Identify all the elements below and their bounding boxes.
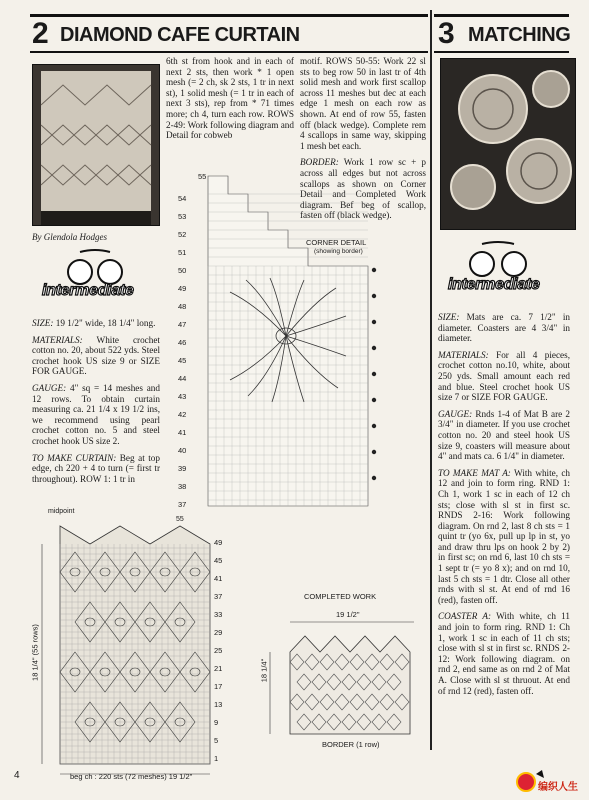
left-section-number: 2 bbox=[32, 17, 49, 50]
doily-photo-graphic bbox=[441, 59, 575, 229]
row-number: 44 bbox=[178, 374, 187, 383]
right-section-number: 3 bbox=[438, 17, 455, 50]
completed-work-height: 18 1/4" bbox=[259, 658, 269, 683]
row-number: 17 bbox=[214, 682, 223, 691]
row-number: 9 bbox=[214, 718, 219, 727]
doily-photo bbox=[440, 58, 576, 230]
level-badge-left bbox=[40, 246, 150, 306]
row-number: 1 bbox=[214, 754, 219, 763]
row-number: 5 bbox=[214, 736, 219, 745]
right-header-bar bbox=[434, 14, 569, 53]
row-number: 21 bbox=[214, 664, 223, 673]
col4-coaster-a: COASTER A: With white, ch 11 and join to form ring. RND 1: Ch 1, work 1 sc in each of 11 ch sts; close with sl st in first sc. RNDS 2-12: Work following diagram. on rnd 2, end same as on rnd 2 of Mat A. Close with sl st thruout. At end of rnd 12 (red), fasten off. bbox=[438, 611, 571, 696]
row-number: 37 bbox=[214, 592, 223, 601]
completed-work-title: COMPLETED WORK bbox=[304, 592, 377, 601]
byline: By Glendola Hodges bbox=[32, 232, 107, 242]
row-number: 29 bbox=[214, 628, 223, 637]
col4-materials: MATERIALS: For all 4 pieces, crochet cotton no.10, white, about 250 yds. Small amount each red and blue. Steel crochet hook US size 7 or SIZE FOR GAUGE. bbox=[438, 349, 570, 403]
level-badge-right-text: intermediate bbox=[448, 276, 540, 293]
row-number: 40 bbox=[178, 446, 187, 455]
col4-text bbox=[438, 312, 570, 702]
page-number: 4 bbox=[14, 770, 20, 781]
col1-gauge: GAUGE: 4" sq = 14 meshes and 12 rows. To obtain curtain measuring ca. 21 1/4 x 19 1/2 ins, we recommend using pearl crochet cotton no. 5 and steel crochet hook US size 2. bbox=[32, 382, 160, 446]
row-number: 42 bbox=[178, 410, 187, 419]
row-number: 50 bbox=[178, 266, 187, 275]
col4-mat-a: TO MAKE MAT A: With white, ch 12 and join to form ring. RND 1: Ch 1, work 1 sc in each of 12 ch sts; close with sl st in first sc. RNDS 2-16: Work following diagram. On rnd 2, last 8 ch sts = 1 quint tr (yo 6x, pull up lp in st, yo and draw thru lps on hook 2 by 2) in first sc; on rnd 6, last 10 ch sts = 1 sept tr (= yo 8 x); and on rnd 10, last 5 ch sts = 1 dtr. Close all other rnds with sl st. At end of rnd 16 (red), fasten off. bbox=[438, 467, 570, 605]
row-number: 46 bbox=[178, 338, 187, 347]
corner-detail-chart bbox=[168, 166, 408, 512]
col4-gauge: GAUGE: Rnds 1-4 of Mat B are 2 3/4" in diameter. If you use crochet cotton no. 20 and steel hook US size 9, coasters will measure about 4" and mats ca. 6 1/4" in diameter. bbox=[438, 408, 570, 462]
col1-text bbox=[32, 318, 160, 490]
col4-size: SIZE: Mats are ca. 7 1/2" in diameter. Coasters are 4 3/4" in diameter. bbox=[438, 312, 570, 344]
watermark-text: 编织人生 bbox=[538, 782, 578, 793]
row-number: 43 bbox=[178, 392, 187, 401]
col2-text: 6th st from hook and in each of next 2 sts, then work * 1 open mesh (= 2 ch, sk 2 sts, 1 tr in next st), 1 solid mesh (= 1 tr in each of next 3 sts), rep from * 71 times more; ch 4, turn each row. ROWS 2-49: Work following diagram and Detail for cobweb bbox=[166, 56, 294, 141]
row-number: 13 bbox=[214, 700, 223, 709]
completed-work-width: 19 1/2" bbox=[336, 610, 360, 619]
row-number: 45 bbox=[214, 556, 223, 565]
row-number: 49 bbox=[214, 538, 223, 547]
right-section-title: MATCHING bbox=[468, 24, 571, 46]
row-number: 45 bbox=[178, 356, 187, 365]
beg-ch-label: beg ch : 220 sts (72 meshes) 19 1/2" bbox=[70, 772, 193, 781]
level-badge-right bbox=[446, 238, 556, 298]
midpoint-label: midpoint bbox=[48, 508, 75, 515]
row-number: 55 bbox=[198, 172, 207, 181]
row-number: 41 bbox=[178, 428, 187, 437]
level-badge-left-text: intermediate bbox=[42, 282, 134, 299]
left-header-bar bbox=[30, 14, 428, 53]
cherry-icon bbox=[40, 246, 150, 286]
watermark bbox=[514, 768, 584, 794]
curtain-photo bbox=[32, 64, 160, 226]
corner-detail-graphic bbox=[168, 166, 408, 512]
row-number: 52 bbox=[178, 230, 187, 239]
completed-work-graphic bbox=[250, 602, 426, 752]
row-number: 47 bbox=[178, 320, 187, 329]
col1-materials: MATERIALS: White crochet cotton no. 20, about 522 yds. Steel crochet hook US size 9 or SIZE FOR GAUGE. bbox=[32, 334, 160, 377]
border-label: BORDER (1 row) bbox=[322, 740, 380, 749]
corner-detail-title: CORNER DETAIL bbox=[306, 238, 367, 247]
header-divider bbox=[430, 10, 432, 750]
main-chart-side-label: 18 1/4" (55 rows) bbox=[30, 624, 40, 681]
col3-motif: motif. ROWS 50-55: Work 22 sl sts to beg row 50 in last tr of 4th solid mesh and work first scallop across 11 meshes but dec at each edge 1 mesh on each row as shown. At end of row 55, fasten off (black wedge). Complete rem 4 scallops in same way, skipping 1 mesh bet each. bbox=[300, 56, 426, 151]
row-number: 25 bbox=[214, 646, 223, 655]
col1-to-make: TO MAKE CURTAIN: Beg at top edge, ch 220 + 4 to turn (= first tr throughout). ROW 1: 1 tr in bbox=[32, 452, 160, 484]
row-number: 38 bbox=[178, 482, 187, 491]
row-number: 53 bbox=[178, 212, 187, 221]
row-number: 48 bbox=[178, 302, 187, 311]
main-curtain-chart bbox=[30, 508, 250, 780]
row-number: 49 bbox=[178, 284, 187, 293]
completed-work-diagram bbox=[250, 592, 426, 748]
row-number: 37 bbox=[178, 500, 187, 509]
row-number: 41 bbox=[214, 574, 223, 583]
row-number: 33 bbox=[214, 610, 223, 619]
corner-detail-subtitle: (showing border) bbox=[314, 248, 363, 255]
row-number: 39 bbox=[178, 464, 187, 473]
col3-border: BORDER: Work 1 row sc + p across all edges but not across scallops as shown on Corner Detail and Completed Work diagram. Bef beg of scallop, fasten off (black wedge). bbox=[300, 157, 426, 221]
row-number: 51 bbox=[178, 248, 187, 257]
curtain-photo-graphic bbox=[33, 65, 159, 225]
cherry-icon bbox=[446, 238, 556, 278]
left-section-title: DIAMOND CAFE CURTAIN bbox=[60, 24, 300, 46]
top-row-label: 55 bbox=[176, 516, 184, 523]
row-number: 54 bbox=[178, 194, 187, 203]
col1-size: SIZE: 19 1/2" wide, 18 1/4" long. bbox=[32, 318, 156, 328]
